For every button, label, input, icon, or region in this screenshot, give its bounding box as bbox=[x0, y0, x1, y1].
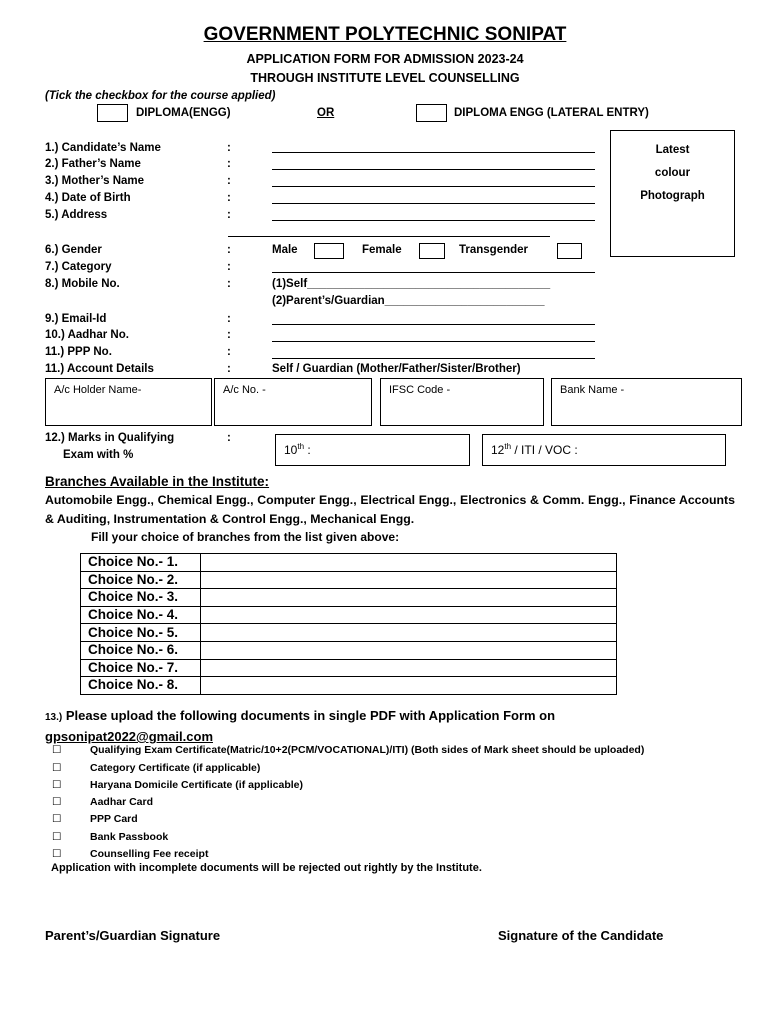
bank-name-box[interactable] bbox=[551, 378, 742, 426]
marks-label-2: Exam with % bbox=[63, 449, 134, 461]
ppp-line[interactable] bbox=[272, 358, 595, 359]
choice-label: Choice No.- 1. bbox=[81, 554, 201, 572]
account-holder-label: A/c Holder Name- bbox=[54, 384, 142, 396]
gender-female-label: Female bbox=[362, 244, 402, 256]
choice-input[interactable] bbox=[201, 606, 617, 624]
document-item-label: Bank Passbook bbox=[90, 831, 169, 843]
gender-label: 6.) Gender bbox=[45, 244, 102, 256]
account-number-label: A/c No. - bbox=[223, 384, 266, 396]
document-checkbox[interactable]: ☐ bbox=[52, 848, 62, 860]
colon: : bbox=[227, 278, 231, 290]
or-label: OR bbox=[317, 107, 335, 119]
father-name-label: 2.) Father’s Name bbox=[45, 158, 141, 170]
document-checkbox[interactable]: ☐ bbox=[52, 796, 62, 808]
choice-row bbox=[81, 641, 617, 659]
choice-label: Choice No.- 6. bbox=[81, 641, 201, 659]
candidate-name-label: 1.) Candidate’s Name bbox=[45, 142, 161, 154]
institute-email-link[interactable]: gpsonipat2022@gmail.com bbox=[45, 729, 213, 744]
twelfth-label: 12 bbox=[491, 443, 505, 457]
document-item-label: Aadhar Card bbox=[90, 796, 154, 808]
marks-label: 12.) Marks in Qualifying bbox=[45, 432, 175, 444]
email-label: 9.) Email-Id bbox=[45, 313, 107, 325]
choice-row bbox=[81, 659, 617, 677]
document-item-label: PPP Card bbox=[90, 813, 138, 825]
gender-female-checkbox[interactable] bbox=[419, 243, 445, 259]
documents-heading bbox=[45, 706, 735, 746]
candidate-signature-label: Signature of the Candidate bbox=[498, 928, 664, 943]
tenth-marks-box[interactable] bbox=[275, 434, 470, 466]
choice-input[interactable] bbox=[201, 641, 617, 659]
choice-row bbox=[81, 571, 617, 589]
tenth-sup: th bbox=[297, 442, 305, 451]
ifsc-label: IFSC Code - bbox=[389, 384, 451, 396]
form-subtitle-year: APPLICATION FORM FOR ADMISSION 2023-24 bbox=[246, 52, 524, 66]
document-item bbox=[52, 762, 260, 774]
choice-label: Choice No.- 7. bbox=[81, 659, 201, 677]
ppp-label: 11.) PPP No. bbox=[45, 346, 112, 358]
branches-list: Automobile Engg., Chemical Engg., Computer Engg., Electrical Engg., Electronics & Comm. Engg., Finance Accounts & Auditing, Instrumentation & Control Engg., Mechanical Engg. bbox=[45, 493, 735, 526]
choice-row bbox=[81, 554, 617, 572]
branches-instruction: Fill your choice of branches from the list given above: bbox=[91, 530, 400, 544]
choice-label: Choice No.- 4. bbox=[81, 606, 201, 624]
gender-transgender-label: Transgender bbox=[459, 244, 529, 256]
ifsc-box[interactable] bbox=[380, 378, 544, 426]
choice-row bbox=[81, 677, 617, 695]
document-item bbox=[52, 796, 153, 808]
gender-male-label: Male bbox=[272, 244, 298, 256]
diploma-engg-label: DIPLOMA(ENGG) bbox=[136, 107, 231, 119]
colon: : bbox=[227, 313, 231, 325]
account-number-box[interactable] bbox=[214, 378, 372, 426]
document-checkbox[interactable]: ☐ bbox=[52, 744, 62, 756]
aadhar-line[interactable] bbox=[272, 341, 595, 342]
colon: : bbox=[227, 158, 231, 170]
choice-row bbox=[81, 606, 617, 624]
document-checkbox[interactable]: ☐ bbox=[52, 779, 62, 791]
photo-text-colour: colour bbox=[654, 167, 691, 179]
colon: : bbox=[227, 142, 231, 154]
document-item bbox=[52, 831, 168, 843]
choice-label: Choice No.- 2. bbox=[81, 571, 201, 589]
choice-label: Choice No.- 3. bbox=[81, 589, 201, 607]
documents-heading-text: Please upload the following documents in single PDF with Application Form on bbox=[65, 708, 556, 723]
choice-input[interactable] bbox=[201, 554, 617, 572]
colon: : bbox=[227, 432, 231, 444]
colon: : bbox=[227, 209, 231, 221]
choice-label: Choice No.- 8. bbox=[81, 677, 201, 695]
father-name-line[interactable] bbox=[272, 169, 595, 170]
form-title: GOVERNMENT POLYTECHNIC SONIPAT bbox=[203, 24, 567, 45]
colon: : bbox=[227, 261, 231, 273]
document-item-label: Haryana Domicile Certificate (if applicable) bbox=[90, 779, 303, 791]
choice-label: Choice No.- 5. bbox=[81, 624, 201, 642]
choice-input[interactable] bbox=[201, 677, 617, 695]
document-item bbox=[52, 779, 303, 791]
document-checkbox[interactable]: ☐ bbox=[52, 831, 62, 843]
documents-warning: Application with incomplete documents will be rejected out rightly by the Institute. bbox=[51, 862, 482, 874]
tenth-suffix: : bbox=[304, 443, 311, 457]
choice-input[interactable] bbox=[201, 659, 617, 677]
candidate-name-line[interactable] bbox=[272, 152, 595, 153]
document-item bbox=[52, 813, 138, 825]
bank-name-label: Bank Name - bbox=[560, 384, 625, 396]
colon: : bbox=[227, 175, 231, 187]
mother-name-line[interactable] bbox=[272, 186, 595, 187]
tenth-label: 10 bbox=[284, 443, 298, 457]
photo-box bbox=[610, 130, 735, 257]
aadhar-label: 10.) Aadhar No. bbox=[45, 329, 129, 341]
branches-heading: Branches Available in the Institute: bbox=[45, 474, 270, 489]
photo-text-photograph: Photograph bbox=[640, 190, 705, 202]
account-label: 11.) Account Details bbox=[45, 363, 154, 375]
address-line-2[interactable] bbox=[228, 236, 550, 237]
choice-input[interactable] bbox=[201, 589, 617, 607]
dob-label: 4.) Date of Birth bbox=[45, 192, 131, 204]
colon: : bbox=[227, 363, 231, 375]
document-item bbox=[52, 848, 208, 860]
form-subtitle-counselling: THROUGH INSTITUTE LEVEL COUNSELLING bbox=[250, 71, 520, 85]
category-label: 7.) Category bbox=[45, 261, 112, 273]
twelfth-sup: th bbox=[504, 442, 512, 451]
account-holder-box[interactable] bbox=[45, 378, 212, 426]
email-line[interactable] bbox=[272, 324, 595, 325]
document-item-label: Qualifying Exam Certificate(Matric/10+2(PCM/VOCATIONAL)/ITI) (Both sides of Mark sheet should be uploaded) bbox=[90, 744, 645, 756]
colon: : bbox=[227, 244, 231, 256]
colon: : bbox=[227, 192, 231, 204]
lateral-entry-checkbox[interactable] bbox=[416, 104, 447, 122]
address-label: 5.) Address bbox=[45, 209, 108, 221]
choice-row bbox=[81, 589, 617, 607]
address-line-1[interactable] bbox=[272, 220, 595, 221]
mobile-label: 8.) Mobile No. bbox=[45, 278, 120, 290]
gender-transgender-checkbox[interactable] bbox=[557, 243, 582, 259]
gender-male-checkbox[interactable] bbox=[314, 243, 344, 259]
document-item-label: Counselling Fee receipt bbox=[90, 848, 209, 860]
document-checkbox[interactable]: ☐ bbox=[52, 762, 62, 774]
choice-table bbox=[80, 553, 617, 695]
mother-name-label: 3.) Mother’s Name bbox=[45, 175, 145, 187]
document-checkbox[interactable]: ☐ bbox=[52, 813, 62, 825]
mobile-parent-field[interactable]: (2)Parent’s/Guardian_________________________ bbox=[272, 295, 545, 307]
twelfth-suffix: / ITI / VOC : bbox=[511, 443, 578, 457]
document-item-label: Category Certificate (if applicable) bbox=[90, 762, 261, 774]
lateral-entry-label: DIPLOMA ENGG (LATERAL ENTRY) bbox=[454, 107, 649, 119]
category-line[interactable] bbox=[272, 272, 595, 273]
dob-line[interactable] bbox=[272, 203, 595, 204]
course-instruction: (Tick the checkbox for the course applied) bbox=[45, 90, 276, 102]
diploma-engg-checkbox[interactable] bbox=[97, 104, 128, 122]
documents-number: 13.) bbox=[45, 712, 63, 723]
account-relation-text: Self / Guardian (Mother/Father/Sister/Brother) bbox=[272, 363, 521, 375]
choice-row bbox=[81, 624, 617, 642]
parent-signature-label: Parent’s/Guardian Signature bbox=[45, 928, 221, 943]
colon: : bbox=[227, 329, 231, 341]
choice-input[interactable] bbox=[201, 624, 617, 642]
photo-text-latest: Latest bbox=[655, 144, 690, 156]
document-item bbox=[52, 744, 644, 756]
mobile-self-field[interactable]: (1)Self______________________________________ bbox=[272, 278, 551, 290]
choice-input[interactable] bbox=[201, 571, 617, 589]
colon: : bbox=[227, 346, 231, 358]
twelfth-marks-box[interactable] bbox=[482, 434, 726, 466]
